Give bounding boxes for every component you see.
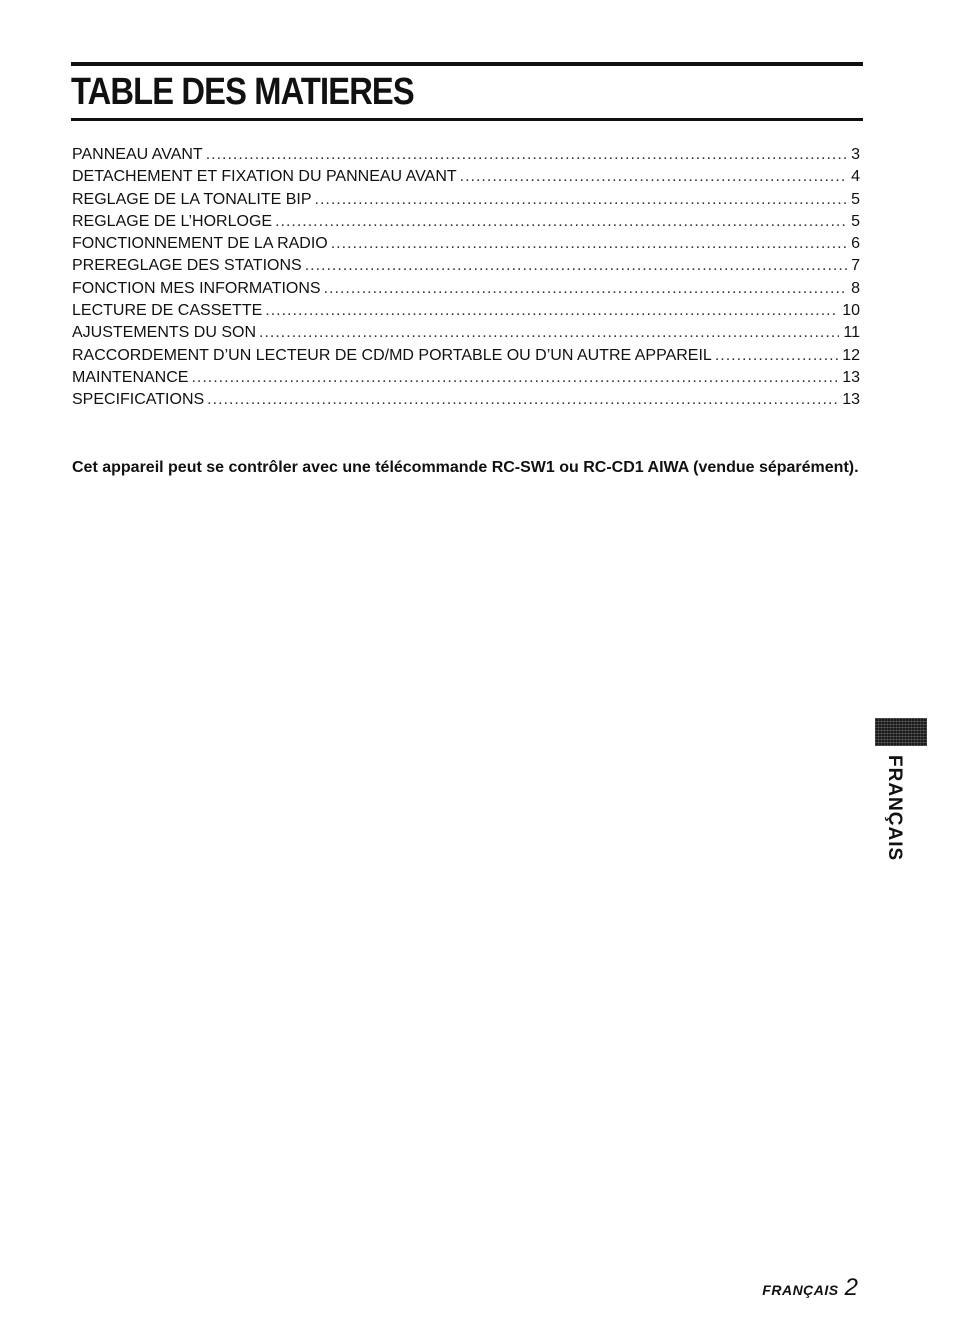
toc-entry-title: FONCTIONNEMENT DE LA RADIO [72, 235, 328, 253]
toc-entry-title: PANNEAU AVANT [72, 146, 203, 163]
toc-entry[interactable] [72, 300, 860, 322]
toc-entry-page: 10 [842, 302, 860, 320]
toc-entry-page: 13 [842, 368, 860, 386]
toc-entry-title: REGLAGE DE L’HORLOGE [72, 212, 273, 230]
toc-entry[interactable] [72, 189, 860, 211]
language-tab-marker [875, 718, 927, 746]
toc-leader-dots [259, 322, 839, 344]
page-title: TABLE DES MATIERES [71, 71, 414, 113]
page-number: 2 [844, 1274, 858, 1301]
toc-entry[interactable] [72, 166, 860, 188]
table-of-contents [72, 144, 860, 412]
toc-entry[interactable] [72, 278, 860, 300]
footer-language: FRANÇAIS [762, 1282, 839, 1298]
toc-leader-dots [265, 300, 838, 322]
toc-leader-dots [324, 278, 848, 300]
title-rule-bottom [71, 118, 863, 121]
toc-entry-title: REGLAGE DE LA TONALITE BIP [72, 190, 312, 208]
toc-entry[interactable] [72, 144, 860, 166]
toc-entry-page: 12 [842, 346, 860, 364]
toc-entry-page: 5 [851, 212, 860, 230]
toc-entry-page: 5 [851, 190, 860, 208]
toc-entry-page: 7 [851, 257, 860, 275]
toc-leader-dots [460, 166, 847, 188]
toc-entry[interactable] [72, 233, 860, 255]
toc-entry-page: 11 [843, 324, 860, 342]
toc-entry-page: 13 [842, 391, 860, 409]
page-footer [762, 1274, 858, 1302]
toc-leader-dots [315, 189, 848, 211]
toc-entry[interactable] [72, 345, 860, 367]
toc-entry-page: 6 [851, 235, 860, 253]
toc-entry-page: 3 [851, 146, 860, 163]
toc-leader-dots [305, 255, 847, 277]
toc-entry-title: PREREGLAGE DES STATIONS [72, 257, 302, 275]
toc-entry-page: 8 [851, 279, 860, 297]
toc-entry[interactable] [72, 255, 860, 277]
toc-entry-title: SPECIFICATIONS [72, 391, 205, 409]
toc-leader-dots [191, 367, 838, 389]
toc-leader-dots [715, 345, 838, 367]
toc-leader-dots [331, 233, 847, 255]
toc-entry-title: LECTURE DE CASSETTE [72, 302, 263, 320]
remote-control-note: Cet appareil peut se contrôler avec une télécommande RC-SW1 ou RC-CD1 AIWA (vendue séparément). [72, 459, 859, 476]
toc-entry-page: 4 [851, 168, 860, 186]
title-rule-top [71, 62, 863, 66]
toc-entry-title: RACCORDEMENT D’UN LECTEUR DE CD/MD PORTABLE OU D’UN AUTRE APPAREIL [72, 346, 712, 364]
toc-leader-dots [207, 389, 838, 411]
toc-entry-title: FONCTION MES INFORMATIONS [72, 279, 321, 297]
language-side-label: FRANÇAIS [884, 755, 905, 862]
toc-entry-title: DETACHEMENT ET FIXATION DU PANNEAU AVANT [72, 168, 457, 186]
toc-entry[interactable] [72, 211, 860, 233]
toc-leader-dots [275, 211, 847, 233]
toc-entry[interactable] [72, 389, 860, 411]
toc-entry-title: MAINTENANCE [72, 368, 189, 386]
toc-entry-title: AJUSTEMENTS DU SON [72, 324, 257, 342]
toc-entry[interactable] [72, 367, 860, 389]
toc-leader-dots [206, 144, 847, 166]
toc-entry[interactable] [72, 322, 860, 344]
